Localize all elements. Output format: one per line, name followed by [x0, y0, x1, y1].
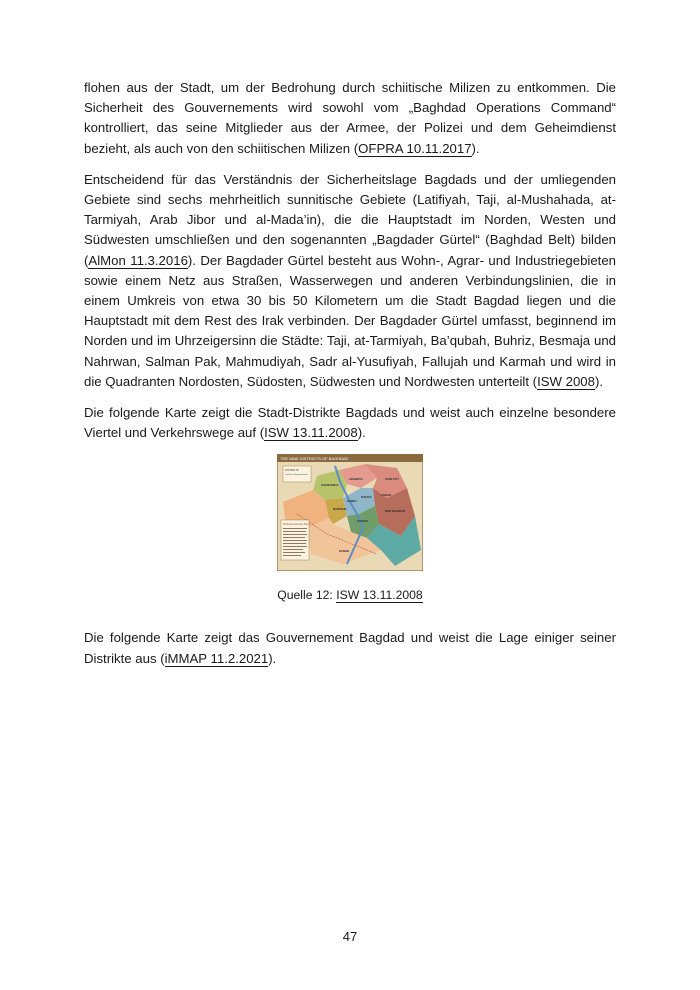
district-label: KARKH — [347, 500, 357, 504]
paragraph-2-text-b: ). Der Bagdader Gürtel besteht aus Wohn-, Agrar- und Industriegebieten sowie einem Netz aus Straßen, Wasserwegen und anderen Verbindungslinien, die in einem Umkreis von etwa 30 bis 50 Kilometern um die Stadt Bagdad liegen und die Hauptstadt mit dem Rest des Irak verbinden. Der Bagdader Gürtel umfasst, beginnend im Norden und im Uhrzeigersinn die Städte: Taji, at-Tarmiyah, Ba’qubah, Buhriz, Besmaja und Nahrwan, Salman Pak, Mahmudiyah, Sadr al-Yusufiyah, Fallujah und Karmah und wird in die Quadranten Nordosten, Südosten, Südwesten und Nordwesten unterteilt ( — [84, 252, 617, 389]
source-link-ofpra[interactable]: OFPRA 10.11.2017 — [358, 140, 472, 156]
district-label: SADR CITY — [385, 478, 399, 482]
figure-caption — [84, 588, 616, 602]
district-label: ADHAMIYA — [349, 478, 363, 482]
district-label: RASHID — [339, 550, 349, 554]
caption-source-link[interactable]: ISW 13.11.2008 — [336, 588, 423, 603]
paragraph-2 — [84, 170, 616, 392]
paragraph-3 — [84, 403, 616, 443]
paragraph-4-end: ). — [268, 650, 277, 666]
paragraph-4 — [84, 628, 616, 668]
source-link-isw-13-11-2008[interactable]: ISW 13.11.2008 — [264, 425, 358, 441]
district-label: RUSAFA — [361, 496, 372, 500]
district-label: MANSOUR — [333, 508, 347, 512]
district-label: NEW BAGHDAD — [385, 510, 406, 514]
legend-title: DISTRICTS — [285, 469, 299, 473]
paragraph-2-end: ). — [594, 373, 604, 389]
map-figure — [84, 454, 616, 602]
paragraph-1-text: flohen aus der Stadt, um der Bedrohung durch schiitische Milizen zu entkommen. Die Sicherheit des Gouvernements wird sowohl vom „Baghdad Operations Command“ kontrolliert, das seine Mitglieder aus der Armee, der Polizei und dem Geheimdienst bezieht, als auch von den schiitischen Milizen ( — [84, 80, 616, 156]
paragraph-1 — [84, 78, 616, 159]
paragraph-2-text-a: Entscheidend für das Verständnis der Sicherheitslage Bagdads und der umliegenden Gebiete sind sechs mehrheitlich sunnitische Gebiete (Latifiyah, Taji, al-Mushahada, at-Tarmiyah, Arab Jibor und al-Mada’in), die die Hauptstadt im Norden, Westen und Südwesten umschließen und den sogenannten „Bagdader Gürtel“ (Baghdad Belt) bilden ( — [84, 171, 616, 268]
district-label: 9 NISAN — [381, 494, 392, 498]
page-number: 47 — [342, 929, 358, 944]
district-label: KHADHAMIYA — [321, 484, 339, 488]
paragraph-3-end: ). — [357, 425, 366, 441]
legend-subtitle: Important Neighborhoods — [285, 474, 308, 477]
source-link-almon[interactable]: AlMon 11.3.2016 — [88, 252, 188, 268]
caption-prefix: Quelle 12: — [277, 588, 337, 603]
side-note-title: Northwest Security Plan — [283, 523, 309, 527]
source-link-isw-2008[interactable]: ISW 2008 — [537, 373, 595, 389]
paragraph-3-text: Die folgende Karte zeigt die Stadt-Distrikte Bagdads und weist auch einzelne besondere Viertel und Verkehrswege auf ( — [84, 405, 616, 441]
document-body — [84, 78, 616, 680]
source-link-immap[interactable]: iMMAP 11.2.2021 — [164, 650, 269, 666]
map-title: THE NINE DISTRICTS OF BAGHDAD — [280, 456, 349, 462]
district-label: KARADA — [357, 520, 369, 524]
paragraph-1-end: ). — [471, 140, 480, 156]
baghdad-districts-map — [277, 454, 423, 571]
paragraph-4-text: Die folgende Karte zeigt das Gouvernement Bagdad und weist die Lage einiger seiner Distrikte aus ( — [84, 630, 616, 666]
